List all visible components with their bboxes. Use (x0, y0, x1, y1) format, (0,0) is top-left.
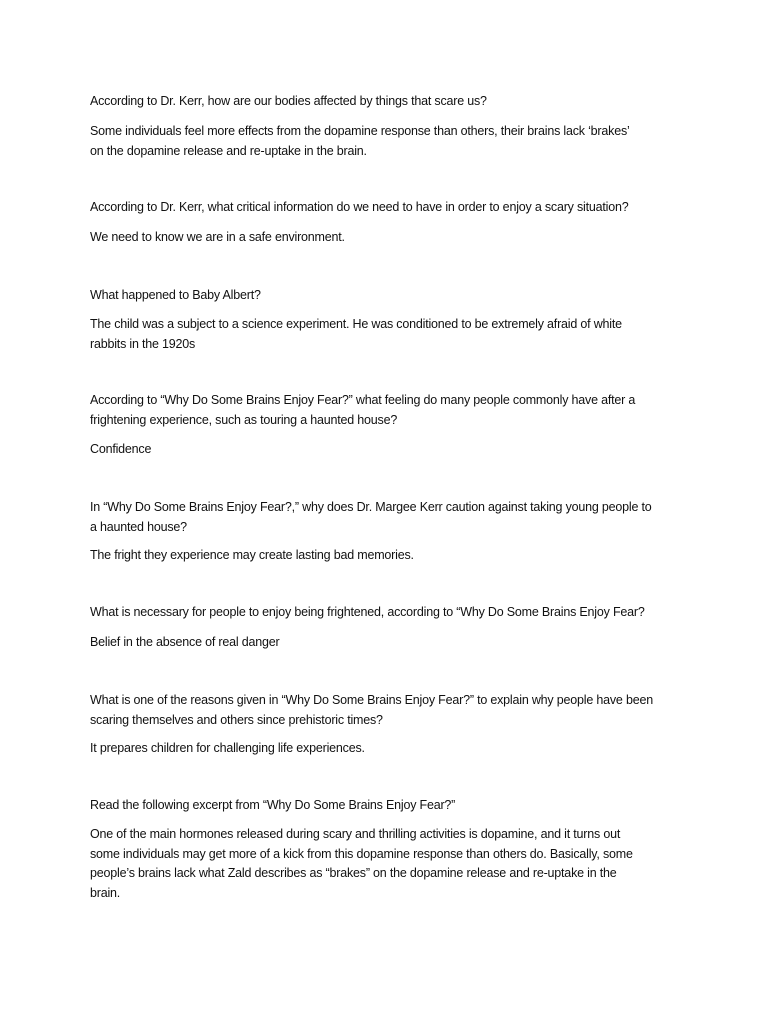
question-2: According to Dr. Kerr, what critical information do we need to have in order to enjoy a scary situation? (90, 200, 629, 214)
question-3: What happened to Baby Albert? (90, 288, 261, 302)
answer-6: Belief in the absence of real danger (90, 635, 280, 649)
question-8: Read the following excerpt from “Why Do Some Brains Enjoy Fear?” (90, 798, 456, 812)
answer-4: Confidence (90, 442, 152, 456)
excerpt-text: One of the main hormones released during scary and thrilling activities is dopamine, and it turns out some individuals may get more of a kick from this dopamine response than others do. Basically, some people’s brains lack what Zald describes as “brakes” on the dopamine release and re-uptake in the brain. (90, 827, 633, 900)
answer-3: The child was a subject to a science experiment. He was conditioned to be extremely afraid of white rabbits in the 1920s (90, 317, 622, 351)
question-4: According to “Why Do Some Brains Enjoy Fear?” what feeling do many people commonly have after a frightening experience, such as touring a haunted house? (90, 393, 636, 427)
question-5: In “Why Do Some Brains Enjoy Fear?,” why does Dr. Margee Kerr caution against taking young people to a haunted house? (90, 500, 652, 534)
question-7: What is one of the reasons given in “Why Do Some Brains Enjoy Fear?” to explain why people have been scaring themselves and others since prehistoric times? (90, 693, 653, 727)
answer-2: We need to know we are in a safe environment. (90, 230, 345, 244)
answer-1: Some individuals feel more effects from the dopamine response than others, their brains lack ‘brakes’ on the dopamine release and re-uptake in the brain. (90, 124, 630, 158)
question-6: What is necessary for people to enjoy being frightened, according to “Why Do Some Brains Enjoy Fear? (90, 605, 645, 619)
question-1: According to Dr. Kerr, how are our bodies affected by things that scare us? (90, 94, 487, 108)
answer-5: The fright they experience may create lasting bad memories. (90, 548, 414, 562)
answer-7: It prepares children for challenging life experiences. (90, 741, 365, 755)
